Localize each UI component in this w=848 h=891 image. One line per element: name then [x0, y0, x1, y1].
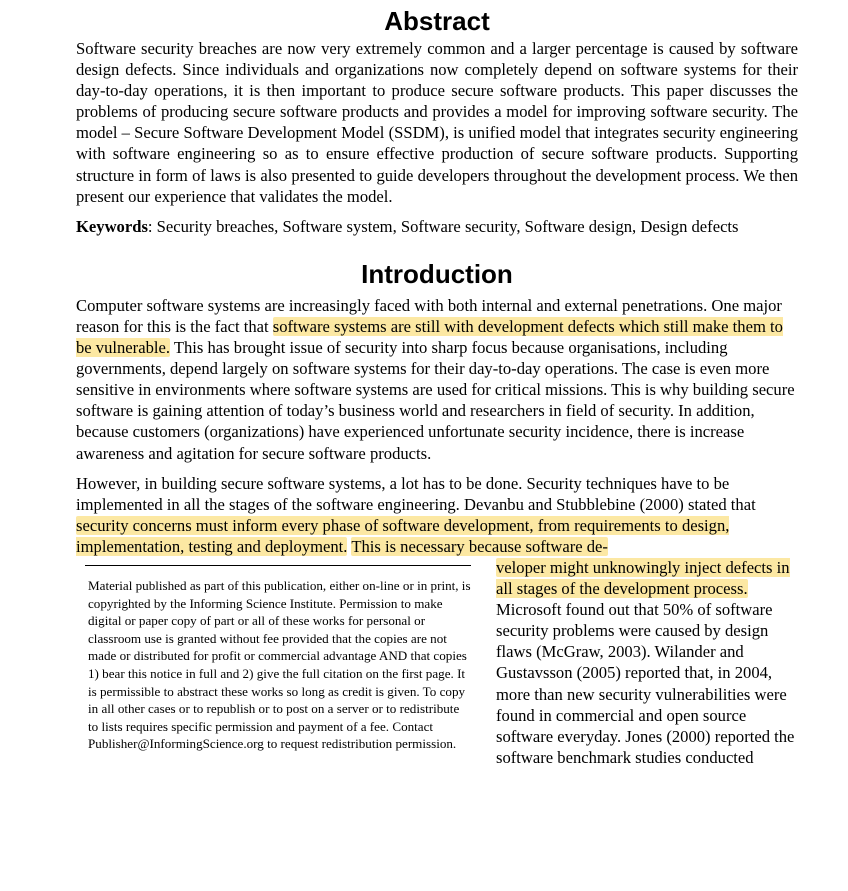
- abstract-heading: Abstract: [384, 6, 490, 36]
- intro-p2-text-a: However, in building secure software systems, a lot has to be done. Security techniques have to be implemented in all the stages of the software engineering. Devanbu and Stubblebine (2000) stated that: [76, 473, 756, 514]
- keywords-label: Keywords: [76, 216, 148, 236]
- intro-p1-text-b: This has brought issue of security into sharp focus because organisations, including governments, depend largely on software systems for their day-to-day operations. The case is even more sensitive in environments where software systems are used for critical missions. This is why building secure software is gaining attention of today’s business world and researchers in field of security. In addition, because customers (organizations) have experienced unfortunate security incidence, there is increase awareness and agitation for secure software products.: [76, 338, 795, 463]
- intro-p2-rest: Microsoft found out that 50% of software security problems were caused by design flaws (McGraw, 2003). Wilander and Gustavsson (2005) reported that, in 2004, more than new security vulnerabilities were found in commercial and open source software everyday. Jones (2000) reported the software benchmark studies conducted: [496, 600, 795, 767]
- intro-paragraph-1: [76, 295, 798, 464]
- introduction-heading: Introduction: [361, 258, 513, 289]
- intro-p2-highlight-1[interactable]: security concerns must inform every phase of software development, from requirements to design, implementation, testing and deployment.: [76, 515, 730, 556]
- two-column-region: [76, 557, 798, 817]
- footnote-divider: [85, 565, 471, 566]
- keywords-line: [76, 216, 798, 237]
- intro-p1-highlight[interactable]: software systems are still with development defects which still make them to be vulnerable.: [76, 316, 783, 358]
- keywords-text: : Security breaches, Software system, Software security, Software design, Design defects: [147, 216, 739, 236]
- paper-page: [76, 4, 798, 817]
- intro-p1-text-a: Computer software systems are increasingly faced with both internal and external penetrations. One major reason for this is the fact that: [76, 295, 782, 336]
- intro-paragraph-2-column: [496, 557, 806, 768]
- intro-p2-highlight-2a[interactable]: This is necessary because software de-: [351, 536, 608, 556]
- copyright-notice: Material published as part of this publication, either on-line or in print, is copyrighted by the Informing Science Institute. Permission to make digital or paper copy of part or all of these works for personal or classroom use is granted without fee provided that the copies are not made or distributed for profit or commercial advantage AND that copies 1) bear this notice in full and 2) give the full citation on the first page. It is permissible to abstract these works so long as credit is given. To copy in all other cases or to republish or to post on a server or to redistribute to lists requires specific permission and payment of a fee. Contact Publisher@InformingScience.org to request redistribution permission.: [88, 577, 471, 752]
- intro-p2-highlight-2b[interactable]: veloper might unknowingly inject defects in all stages of the development process.: [496, 557, 790, 599]
- intro-paragraph-2-top: [76, 473, 798, 557]
- abstract-text: Software security breaches are now very extremely common and a larger percentage is caused by software design defects. Since individuals and organizations now completely depend on software systems for their day-to-day operations, it is then important to produce secure software products. This paper discusses the problems of producing secure software products and provides a model for improving software security. The model – Secure Software Development Model (SSDM), is unified model that integrates security engineering with software engineering so as to ensure effective production of secure software products. Supporting structure in form of laws is also presented to guide developers throughout the development process. We then present our experience that validates the model.: [76, 39, 798, 206]
